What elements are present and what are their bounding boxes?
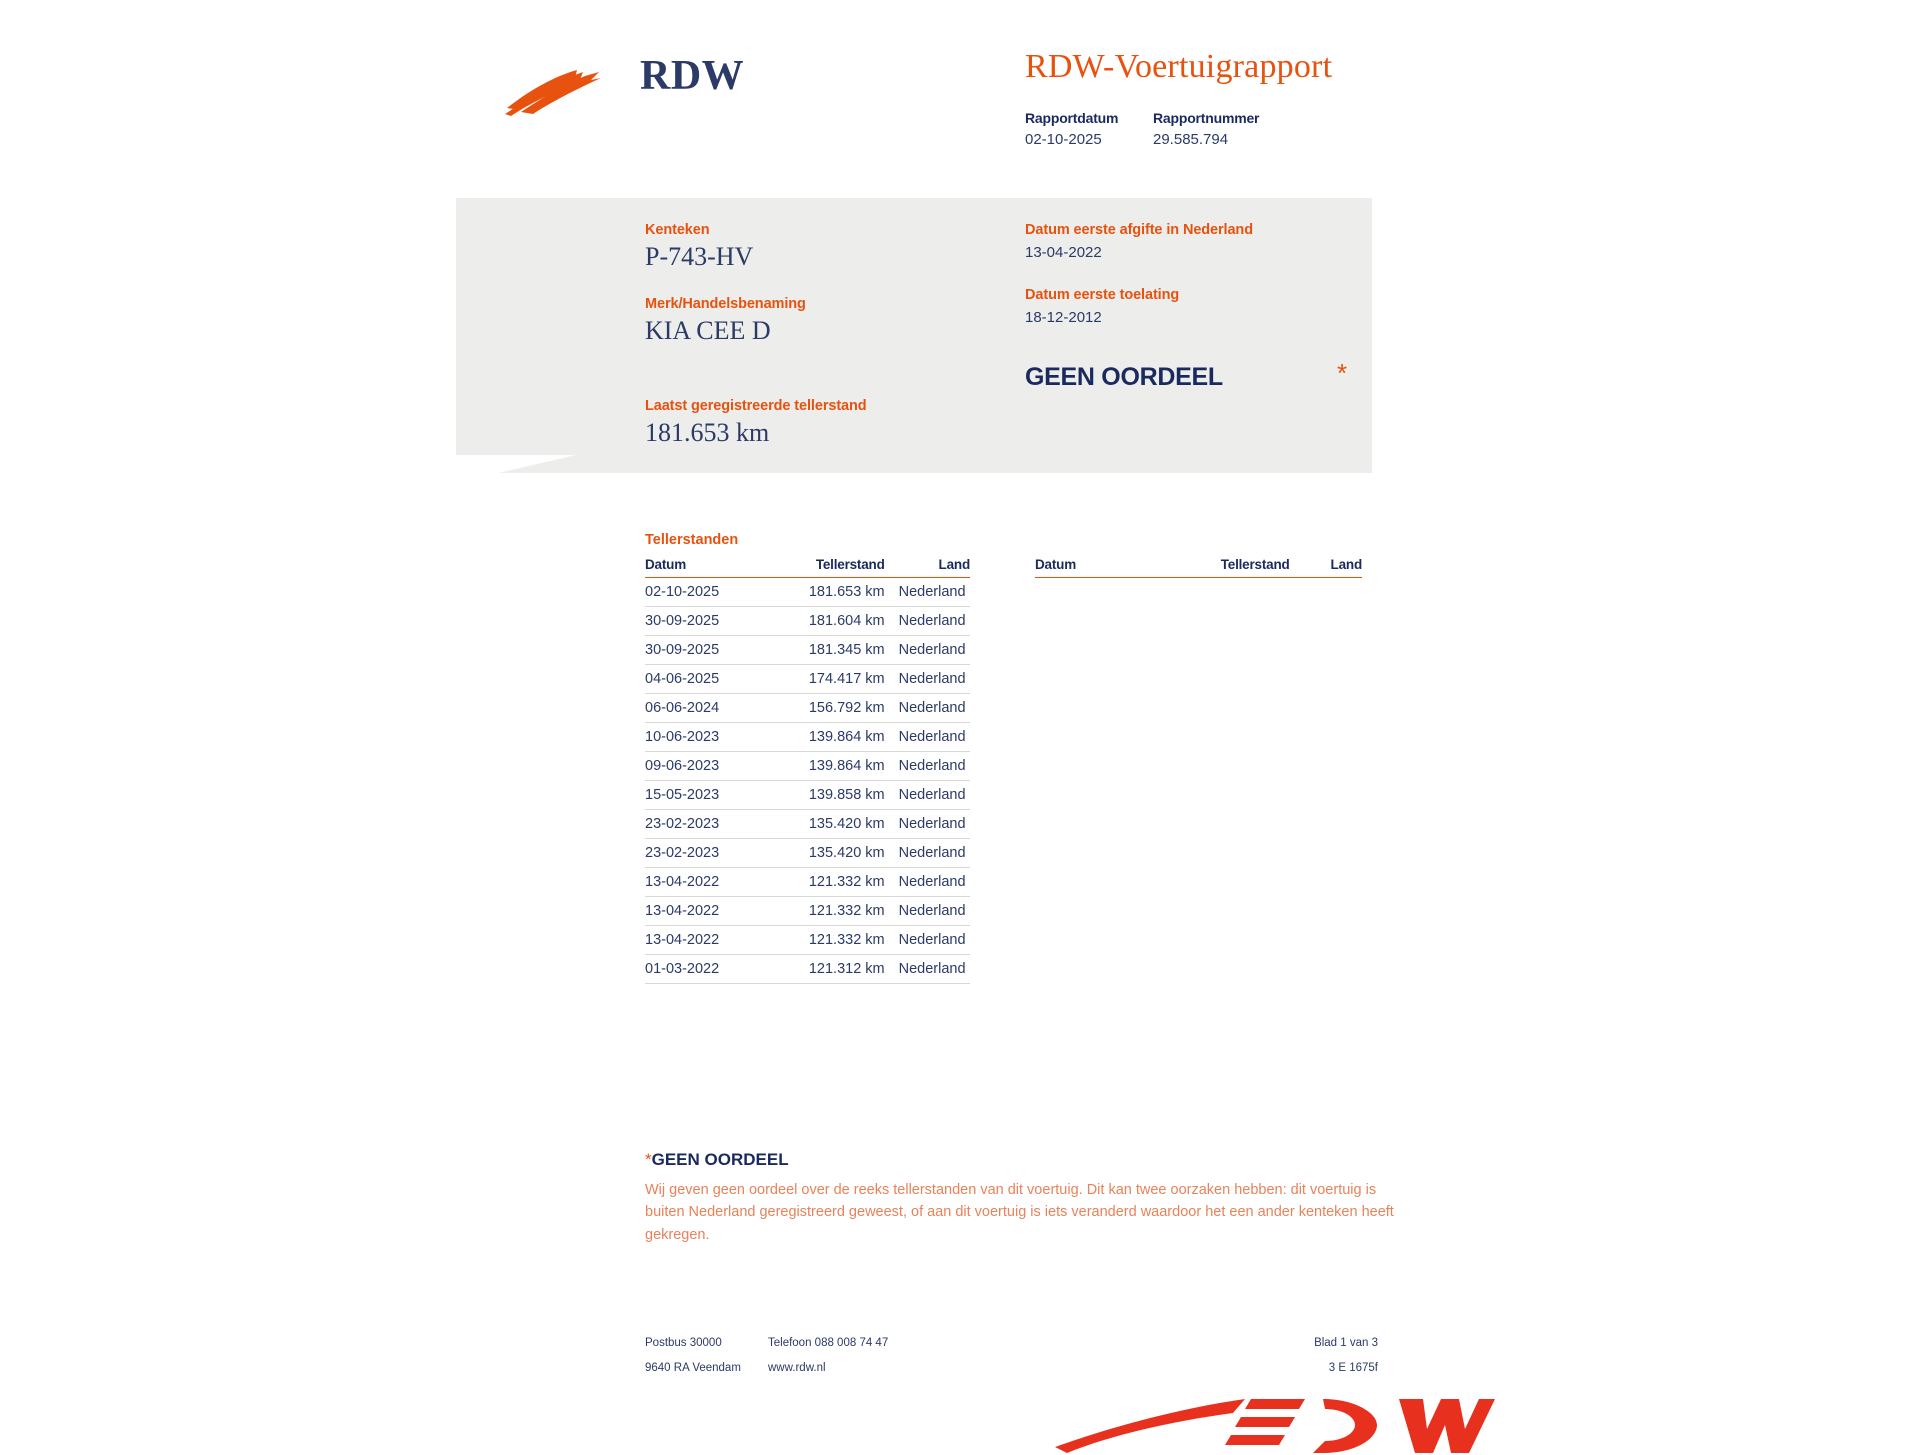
cell-land: Nederland bbox=[885, 636, 970, 665]
eerste-afgifte-label: Datum eerste afgifte in Nederland bbox=[1025, 222, 1253, 238]
column-header-land: Land bbox=[885, 555, 970, 578]
rapportnummer-label: Rapportnummer bbox=[1153, 110, 1260, 126]
footer-code: 3 E 1675f bbox=[1328, 1362, 1378, 1374]
footer-postbus: Postbus 30000 bbox=[645, 1337, 722, 1349]
table-row bbox=[645, 636, 970, 665]
footnote-title-text: GEEN OORDEEL bbox=[651, 1150, 789, 1169]
cell-tellerstand: 135.420 km bbox=[772, 839, 885, 868]
tellerstanden-title: Tellerstanden bbox=[645, 532, 739, 548]
table-row bbox=[645, 839, 970, 868]
rdw-swoosh-icon bbox=[505, 64, 615, 116]
cell-land: Nederland bbox=[885, 839, 970, 868]
table-header-row bbox=[1035, 555, 1362, 578]
cell-tellerstand: 139.858 km bbox=[772, 781, 885, 810]
footer-telefoon: Telefoon 088 008 74 47 bbox=[768, 1337, 889, 1349]
kenteken-label: Kenteken bbox=[645, 222, 710, 238]
footer-blad: Blad 1 van 3 bbox=[1314, 1337, 1378, 1349]
table-row bbox=[645, 781, 970, 810]
cell-land: Nederland bbox=[885, 607, 970, 636]
tellerstand-label: Laatst geregistreerde tellerstand bbox=[645, 398, 867, 414]
cell-land: Nederland bbox=[885, 752, 970, 781]
rdw-logo bbox=[505, 40, 885, 120]
cell-datum: 13-04-2022 bbox=[645, 868, 772, 897]
table-row bbox=[645, 926, 970, 955]
tellerstand-field bbox=[645, 398, 975, 448]
cell-land: Nederland bbox=[885, 723, 970, 752]
column-header-tellerstand: Tellerstand bbox=[1171, 555, 1290, 578]
verdict-text: GEEN OORDEEL bbox=[1025, 363, 1223, 391]
table-row bbox=[645, 665, 970, 694]
rapportdatum-value: 02-10-2025 bbox=[1025, 131, 1102, 148]
report-title: RDW-Voertuigrapport bbox=[1025, 48, 1333, 85]
kenteken-value: P-743-HV bbox=[645, 242, 754, 271]
report-meta bbox=[1025, 110, 1281, 148]
merk-field bbox=[645, 296, 975, 346]
cell-land: Nederland bbox=[885, 897, 970, 926]
cell-datum: 06-06-2024 bbox=[645, 694, 772, 723]
footnote-title bbox=[645, 1150, 1405, 1170]
cell-tellerstand: 181.345 km bbox=[772, 636, 885, 665]
cell-tellerstand: 121.332 km bbox=[772, 868, 885, 897]
cell-tellerstand: 139.864 km bbox=[772, 752, 885, 781]
table-row bbox=[645, 810, 970, 839]
tellerstand-value: 181.653 km bbox=[645, 418, 770, 447]
table-row bbox=[645, 723, 970, 752]
eerste-afgifte-value: 13-04-2022 bbox=[1025, 244, 1102, 261]
cell-land: Nederland bbox=[885, 781, 970, 810]
verdict-asterisk: * bbox=[1337, 358, 1348, 388]
eerste-toelating-field bbox=[1025, 287, 1355, 326]
rapportdatum-label: Rapportdatum bbox=[1025, 110, 1119, 126]
footer-website[interactable]: www.rdw.nl bbox=[768, 1362, 826, 1374]
table-row bbox=[645, 955, 970, 984]
footnote-body: Wij geven geen oordeel over de reeks tellerstanden van dit voertuig. Dit kan twee oorzaken hebben: dit voertuig is buiten Nederland geregistreerd geweest, of aan dit voertuig is iets veranderd waardoor het een ander kenteken heeft gekregen. bbox=[645, 1182, 1394, 1243]
cell-tellerstand: 121.312 km bbox=[772, 955, 885, 984]
footnote bbox=[645, 1150, 1405, 1246]
cell-datum: 09-06-2023 bbox=[645, 752, 772, 781]
cell-tellerstand: 139.864 km bbox=[772, 723, 885, 752]
cell-datum: 10-06-2023 bbox=[645, 723, 772, 752]
panel-left-column bbox=[645, 222, 975, 448]
cell-land: Nederland bbox=[885, 955, 970, 984]
tellerstanden-table-left bbox=[645, 555, 970, 984]
footnote-asterisk: * bbox=[645, 1150, 652, 1169]
cell-datum: 13-04-2022 bbox=[645, 926, 772, 955]
cell-datum: 30-09-2025 bbox=[645, 607, 772, 636]
panel-right-column bbox=[1025, 222, 1355, 326]
cell-tellerstand: 156.792 km bbox=[772, 694, 885, 723]
footer-plaats: 9640 RA Veendam bbox=[645, 1362, 741, 1374]
cell-tellerstand: 135.420 km bbox=[772, 810, 885, 839]
eerste-toelating-label: Datum eerste toelating bbox=[1025, 287, 1180, 303]
merk-value: KIA CEE D bbox=[645, 316, 771, 345]
cell-datum: 04-06-2025 bbox=[645, 665, 772, 694]
cell-datum: 15-05-2023 bbox=[645, 781, 772, 810]
cell-datum: 02-10-2025 bbox=[645, 578, 772, 607]
rapportnummer-value: 29.585.794 bbox=[1153, 131, 1229, 148]
table-row bbox=[645, 694, 970, 723]
cell-tellerstand: 181.653 km bbox=[772, 578, 885, 607]
cell-tellerstand: 121.332 km bbox=[772, 897, 885, 926]
table-header-row bbox=[645, 555, 970, 578]
cell-datum: 23-02-2023 bbox=[645, 810, 772, 839]
column-header-land: Land bbox=[1290, 555, 1362, 578]
cell-datum: 13-04-2022 bbox=[645, 897, 772, 926]
table-row bbox=[645, 607, 970, 636]
cell-datum: 30-09-2025 bbox=[645, 636, 772, 665]
column-header-datum: Datum bbox=[1035, 555, 1171, 578]
cell-datum: 23-02-2023 bbox=[645, 839, 772, 868]
cell-land: Nederland bbox=[885, 694, 970, 723]
table-row bbox=[645, 578, 970, 607]
column-header-datum: Datum bbox=[645, 555, 772, 578]
eerste-toelating-value: 18-12-2012 bbox=[1025, 309, 1102, 326]
cell-land: Nederland bbox=[885, 665, 970, 694]
table-row bbox=[645, 868, 970, 897]
kenteken-field bbox=[645, 222, 975, 272]
cell-land: Nederland bbox=[885, 868, 970, 897]
cell-tellerstand: 121.332 km bbox=[772, 926, 885, 955]
cell-land: Nederland bbox=[885, 810, 970, 839]
rdw-footer-watermark-icon bbox=[1055, 1395, 1495, 1455]
table-row bbox=[645, 752, 970, 781]
tellerstanden-table-right bbox=[1035, 555, 1362, 578]
page-footer bbox=[645, 1337, 1385, 1387]
logo-wordmark: RDW bbox=[640, 53, 745, 99]
merk-label: Merk/Handelsbenaming bbox=[645, 296, 806, 312]
cell-datum: 01-03-2022 bbox=[645, 955, 772, 984]
eerste-afgifte-field bbox=[1025, 222, 1355, 261]
column-header-tellerstand: Tellerstand bbox=[772, 555, 885, 578]
cell-tellerstand: 174.417 km bbox=[772, 665, 885, 694]
table-row bbox=[645, 897, 970, 926]
cell-land: Nederland bbox=[885, 926, 970, 955]
cell-land: Nederland bbox=[885, 578, 970, 607]
cell-tellerstand: 181.604 km bbox=[772, 607, 885, 636]
